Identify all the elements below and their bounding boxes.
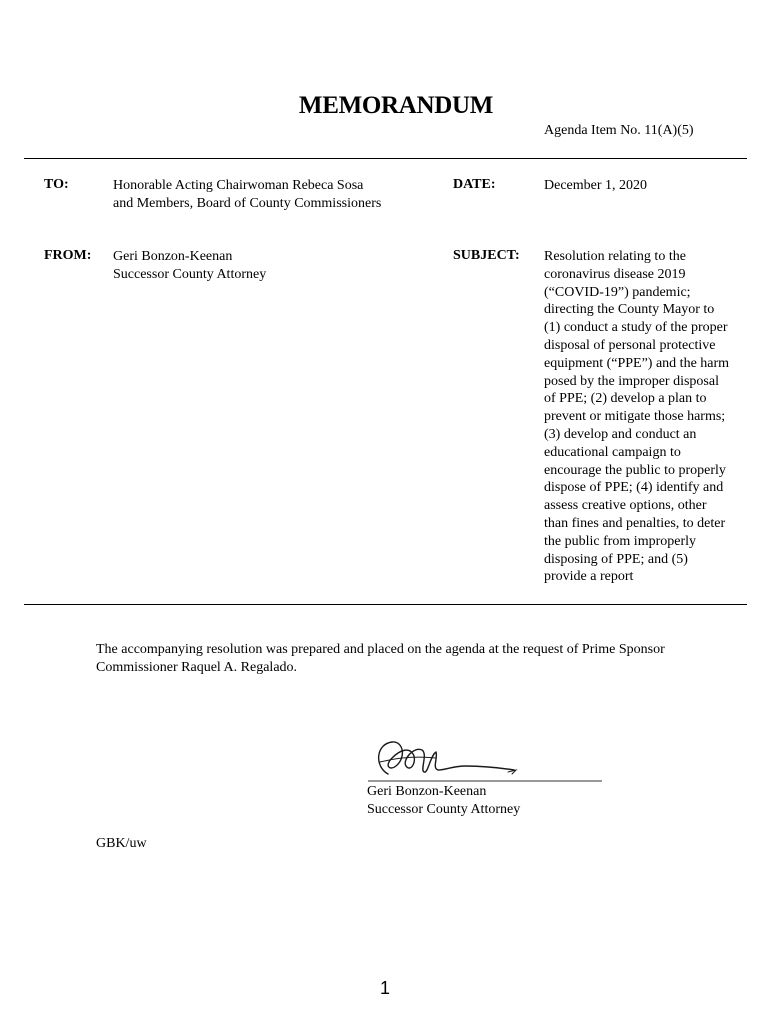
signatory-title: Successor County Attorney: [367, 802, 521, 817]
subject-line: posed by the improper disposal: [544, 373, 719, 389]
subject-label: SUBJECT:: [453, 248, 520, 263]
subject-line: (3) develop and conduct an: [544, 426, 697, 442]
date-value: December 1, 2020: [544, 178, 648, 193]
date-label: DATE:: [453, 177, 496, 192]
subject-line: assess creative options, other: [544, 498, 707, 514]
subject-text: [544, 248, 754, 586]
from-label: FROM:: [44, 248, 92, 263]
handwritten-signature: [366, 736, 606, 786]
body-line: Commissioner Raquel A. Regalado.: [96, 660, 298, 675]
subject-line: educational campaign to: [544, 444, 681, 460]
subject-line: (“COVID-19”) pandemic;: [544, 284, 691, 300]
subject-line: provide a report: [544, 569, 634, 585]
typist-initials: GBK/uw: [96, 836, 147, 851]
signature-block: [367, 783, 520, 819]
subject-line: than fines and penalties, to deter: [544, 515, 726, 531]
header-divider: [24, 158, 747, 159]
subject-line: equipment (“PPE”) and the harm: [544, 355, 730, 371]
subject-line: Resolution relating to the: [544, 249, 686, 264]
to-label: TO:: [44, 177, 69, 192]
subject-line: disposing of PPE; and (5): [544, 551, 688, 567]
memo-body-paragraph: [96, 641, 726, 677]
agenda-item-number: Agenda Item No. 11(A)(5): [544, 123, 694, 138]
page-number: 1: [379, 978, 390, 998]
subject-line: directing the County Mayor to: [544, 302, 715, 318]
to-line: and Members, Board of County Commissioners: [113, 195, 382, 211]
subject-line: dispose of PPE; (4) identify and: [544, 480, 724, 496]
body-divider: [24, 604, 747, 605]
subject-line: prevent or mitigate those harms;: [544, 409, 726, 425]
memo-title: MEMORANDUM: [298, 92, 494, 119]
subject-line: of PPE; (2) develop a plan to: [544, 391, 707, 407]
subject-line: coronavirus disease 2019: [544, 266, 686, 282]
subject-line: encourage the public to properly: [544, 462, 726, 478]
subject-line: disposal of personal protective: [544, 337, 716, 353]
body-line: The accompanying resolution was prepared and placed on the agenda at the request of Prime Sponsor: [96, 642, 665, 657]
to-recipients: [113, 177, 433, 213]
from-line: Geri Bonzon-Keenan: [113, 249, 233, 264]
signatory-name: Geri Bonzon-Keenan: [367, 784, 487, 799]
to-line: Honorable Acting Chairwoman Rebeca Sosa: [113, 178, 364, 193]
from-line: Successor County Attorney: [113, 266, 267, 282]
subject-line: the public from improperly: [544, 533, 697, 549]
from-sender: [113, 248, 413, 284]
subject-line: (1) conduct a study of the proper: [544, 320, 728, 336]
